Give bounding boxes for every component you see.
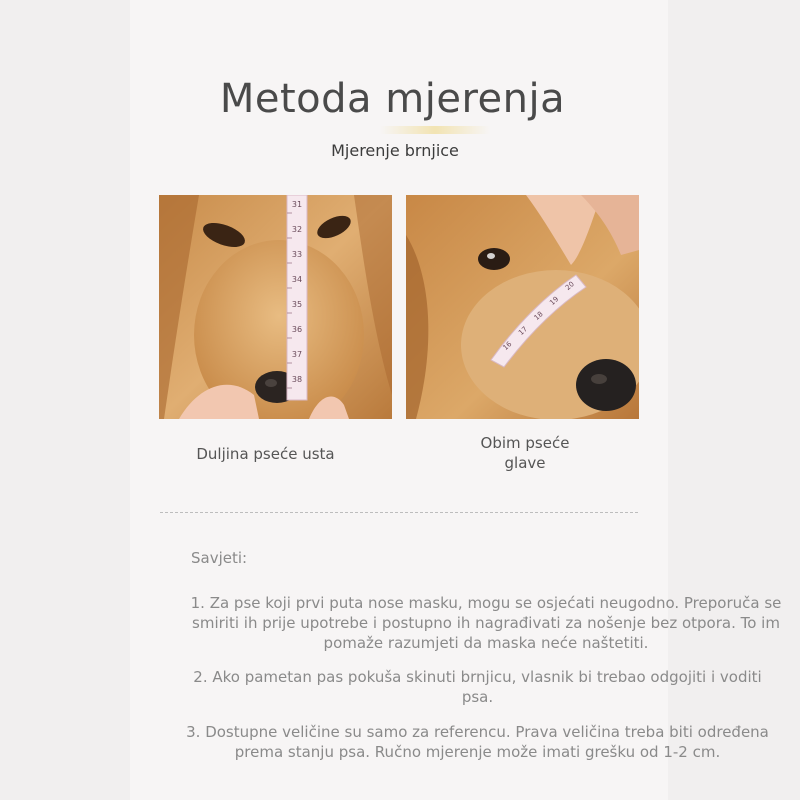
tape-number: 18 — [532, 310, 545, 322]
muzzle-length-photo — [159, 195, 392, 419]
tape-number: 38 — [291, 375, 303, 384]
head-circumference-photo — [406, 195, 639, 419]
tape-number: 20 — [563, 280, 576, 292]
tape-number: 19 — [548, 295, 561, 307]
head-circumference-caption-text: Obim pseće glave — [480, 434, 570, 472]
tip-item-1: 1. Za pse koji prvi puta nose masku, mogu se osjećati neugodno. Preporuča se smiriti ih prije upotrebe i postupno ih nagrađivati za nošenje bez otpora. To im pomaže razumjeti da maska neće naštetiti. — [190, 594, 782, 652]
tape-number: 37 — [291, 350, 303, 359]
tape-number: 34 — [291, 275, 303, 284]
section-divider — [160, 512, 638, 513]
dog-side-icon — [406, 195, 639, 419]
page-title: Metoda mjerenja — [219, 76, 566, 122]
dog-front-icon — [159, 195, 392, 419]
page-subtitle: Mjerenje brnjice — [331, 141, 459, 160]
tape-number: 35 — [291, 300, 303, 309]
tape-number: 36 — [291, 325, 303, 334]
title-highlight — [380, 126, 490, 134]
tape-number: 31 — [291, 200, 303, 209]
tape-number: 17 — [517, 325, 530, 337]
muzzle-length-caption: Duljina pseće usta — [196, 445, 335, 463]
tip-item-2: 2. Ako pametan pas pokuša skinuti brnjicu, vlasnik bi trebao odgojiti i voditi psa. — [193, 668, 762, 706]
head-circumference-caption — [440, 433, 610, 473]
tape-number: 33 — [291, 250, 303, 259]
tip-item-3: 3. Dostupne veličine su samo za referencu. Prava veličina treba biti određena prema stanju psa. Ručno mjerenje može imati grešku od 1-2 cm. — [186, 723, 769, 761]
tape-number: 16 — [501, 340, 514, 352]
tips-heading: Savjeti: — [191, 549, 248, 567]
tape-number: 32 — [291, 225, 303, 234]
